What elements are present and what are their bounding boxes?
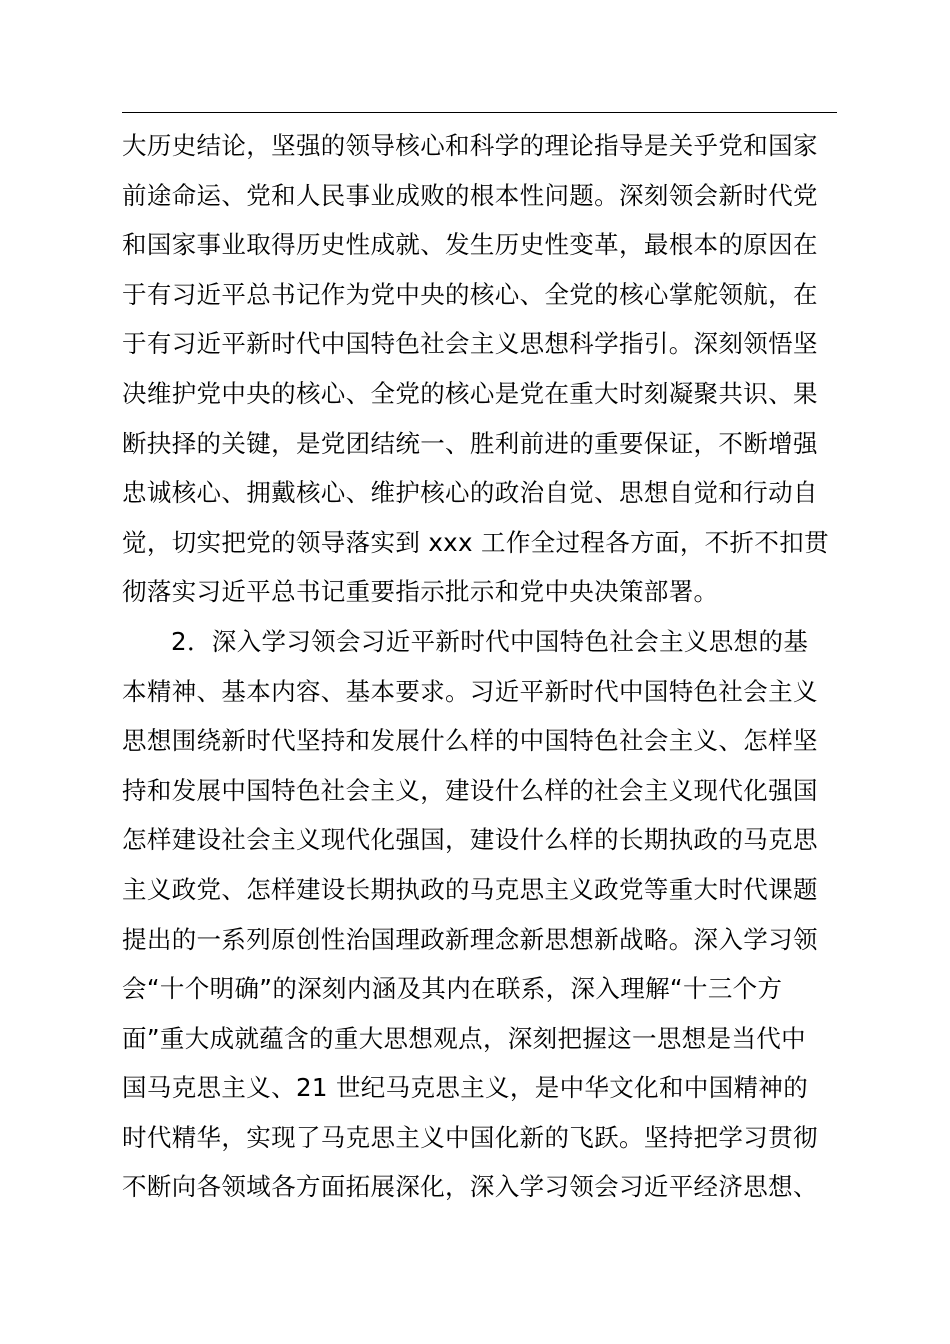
text-line: 主义政党、怎样建设长期执政的马克思主义政党等重大时代课题	[122, 874, 818, 904]
text-line: 忠诚核心、拥戴核心、维护核心的政治自觉、思想自觉和行动自	[122, 478, 818, 508]
text-line: 思想围绕新时代坚持和发展什么样的中国特色社会主义、怎样坚	[122, 726, 818, 756]
text-line: 持和发展中国特色社会主义，建设什么样的社会主义现代化强国	[122, 775, 818, 805]
text-line: 面”重大成就蕴含的重大思想观点，深刻把握这一思想是当代中	[122, 1023, 806, 1053]
text-line: 大历史结论，坚强的领导核心和科学的理论指导是关乎党和国家	[122, 131, 818, 160]
text-line: 于有习近平总书记作为党中央的核心、全党的核心掌舵领航，在	[122, 279, 818, 309]
header-rule	[122, 112, 837, 113]
text-line: 不断向各领域各方面拓展深化，深入学习领会习近平经济思想、	[122, 1172, 818, 1202]
paragraph-start-line: 2．深入学习领会习近平新时代中国特色社会主义思想的基	[171, 626, 809, 656]
text-line: 于有习近平新时代中国特色社会主义思想科学指引。深刻领悟坚	[122, 329, 818, 359]
text-line: 断抉择的关键，是党团结统一、胜利前进的重要保证，不断增强	[122, 428, 818, 458]
text-line: 怎样建设社会主义现代化强国，建设什么样的长期执政的马克思	[122, 825, 818, 855]
text-line: 国马克思主义、21 世纪马克思主义，是中华文化和中国精神的	[122, 1073, 809, 1103]
text-line: 时代精华，实现了马克思主义中国化新的飞跃。坚持把学习贯彻	[122, 1122, 818, 1152]
text-line: 会“十个明确”的深刻内涵及其内在联系，深入理解“十三个方	[122, 974, 783, 1004]
text-line: 和国家事业取得历史性成就、发生历史性变革，最根本的原因在	[122, 230, 818, 260]
text-line: 提出的一系列原创性治国理政新理念新思想新战略。深入学习领	[122, 924, 818, 954]
body-text	[122, 121, 842, 1212]
text-line: 本精神、基本内容、基本要求。习近平新时代中国特色社会主义	[122, 676, 818, 706]
text-line: 彻落实习近平总书记重要指示批示和党中央决策部署。	[122, 577, 719, 607]
text-line: 前途命运、党和人民事业成败的根本性问题。深刻领会新时代党	[122, 180, 818, 210]
text-line: 决维护党中央的核心、全党的核心是党在重大时刻凝聚共识、果	[122, 378, 818, 408]
text-line: 觉，切实把党的领导落实到 xxx 工作全过程各方面，不折不扣贯	[122, 527, 829, 557]
